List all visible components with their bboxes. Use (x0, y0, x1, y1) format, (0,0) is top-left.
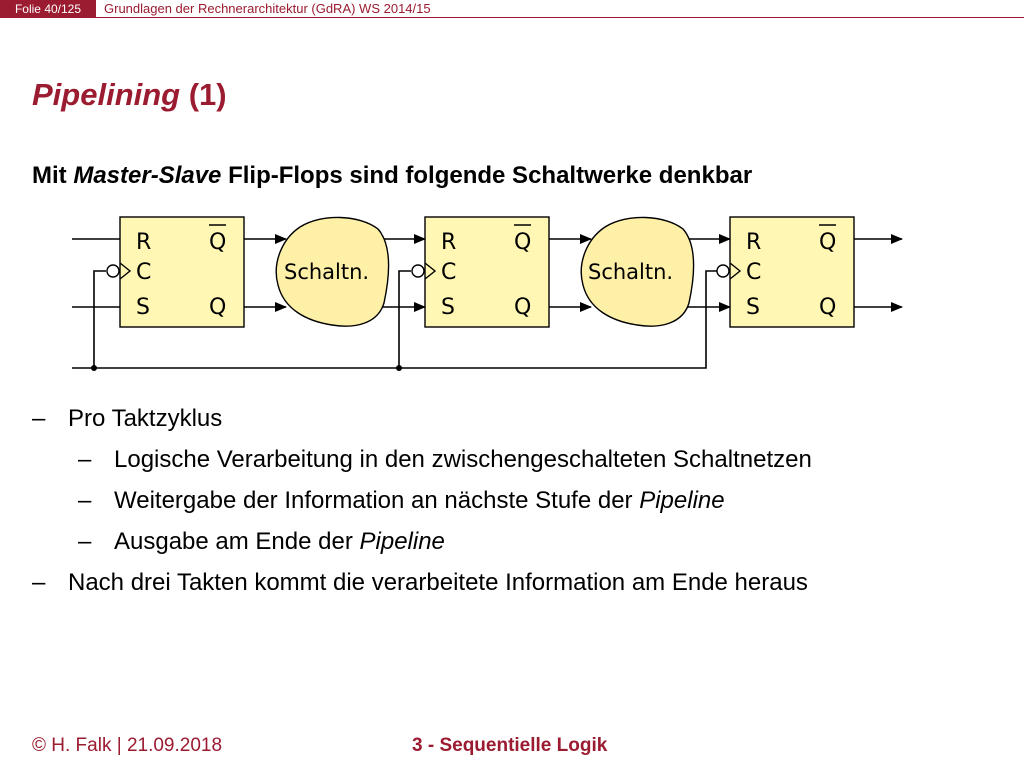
clock-inverter-bubble-1 (107, 265, 119, 277)
bullet-dash: – (78, 528, 92, 555)
header-divider (0, 17, 1024, 18)
ff2-r-label: R (441, 230, 457, 255)
bullet-dash: – (32, 405, 46, 432)
bullet-text: Logische Verarbeitung in den zwischengeschalteten Schaltnetzen (114, 446, 812, 473)
bullet-weitergabe (32, 480, 992, 521)
bullet-text: Weitergabe der Information an nächste Stufe der (114, 487, 640, 514)
subtitle-post: Flip-Flops sind folgende Schaltwerke denkbar (221, 162, 753, 189)
ff1-c-label: C (136, 260, 152, 285)
ff3-s-label: S (746, 295, 760, 320)
bullet-dash: – (78, 446, 92, 473)
ff2-qbar-label: Q (514, 230, 532, 255)
bullet-pro-taktzyklus (32, 398, 992, 439)
pipeline-diagram (60, 205, 920, 385)
title-rest: (1) (180, 77, 227, 112)
ff2-s-label: S (441, 295, 455, 320)
ff3-r-label: R (746, 230, 762, 255)
footer-author-date: © H. Falk | 21.09.2018 (32, 735, 223, 756)
title-italic: Pipelining (32, 77, 181, 112)
bullet-text: Ausgabe am Ende der (114, 528, 360, 555)
slide-title (32, 75, 227, 115)
network-label-2: Schaltn. (588, 260, 674, 284)
bullet-dash: – (78, 487, 92, 514)
ff1-r-label: R (136, 230, 152, 255)
clock-junction-2 (396, 365, 402, 371)
ff3-q-label: Q (819, 295, 837, 320)
bullet-italic: Pipeline (639, 487, 725, 514)
ff2-c-label: C (441, 260, 457, 285)
ff1-s-label: S (136, 295, 150, 320)
subtitle-italic: Master-Slave (73, 162, 222, 189)
network-label-1: Schaltn. (284, 260, 370, 284)
ff3-qbar-label: Q (819, 230, 837, 255)
ff2-q-label: Q (514, 295, 532, 320)
course-title: Grundlagen der Rechnerarchitektur (GdRA) WS 2014/15 (104, 1, 431, 16)
bullet-logische-verarbeitung (32, 439, 992, 480)
clock-junction-1 (91, 365, 97, 371)
slide-subtitle (32, 160, 752, 192)
bullet-dash: – (32, 569, 46, 596)
ff1-qbar-label: Q (209, 230, 227, 255)
bullet-text: Nach drei Takten kommt die verarbeitete Information am Ende heraus (68, 569, 808, 596)
bullet-ausgabe (32, 521, 992, 562)
bullet-text: Pro Taktzyklus (68, 405, 223, 432)
slide-number: Folie 40/125 (0, 0, 96, 18)
footer-chapter: 3 - Sequentielle Logik (412, 735, 608, 756)
header-bar (0, 0, 1024, 22)
ff1-q-label: Q (209, 295, 227, 320)
clock-inverter-bubble-3 (717, 265, 729, 277)
ff3-c-label: C (746, 260, 762, 285)
bullet-list (32, 398, 992, 603)
subtitle-pre: Mit (32, 162, 74, 189)
clock-inverter-bubble-2 (412, 265, 424, 277)
bullet-italic: Pipeline (359, 528, 445, 555)
bullet-nach-drei-takten (32, 562, 992, 603)
